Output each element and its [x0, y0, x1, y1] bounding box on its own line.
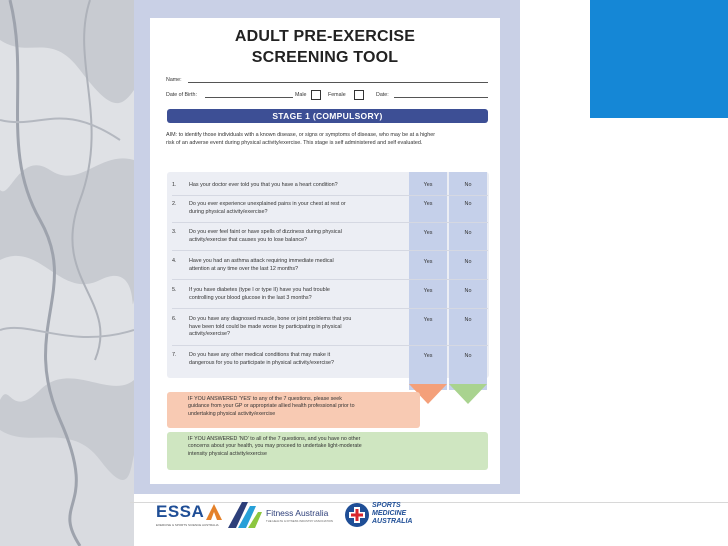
dob-field[interactable] — [205, 97, 293, 98]
question-text: dangerous for you to participate in physical activity/exercise? — [189, 359, 335, 366]
row-divider — [172, 308, 488, 309]
no-option[interactable]: No — [464, 230, 472, 236]
question-number: 7. — [172, 352, 177, 358]
row-divider — [172, 222, 488, 223]
no-option[interactable]: No — [464, 317, 472, 323]
no-option[interactable]: No — [464, 288, 472, 294]
female-checkbox[interactable] — [354, 90, 364, 100]
aim-text — [166, 132, 488, 147]
date-label: Date: — [376, 92, 389, 98]
name-field[interactable] — [188, 82, 488, 83]
sma-line: MEDICINE — [372, 510, 407, 517]
question-number: 5. — [172, 287, 177, 293]
male-label: Male — [295, 92, 307, 98]
form-title-line1: ADULT PRE-EXERCISE — [234, 28, 416, 45]
question-number: 2. — [172, 201, 177, 207]
yes-option[interactable]: Yes — [423, 353, 433, 359]
yes-option[interactable]: Yes — [423, 230, 433, 236]
question-text: controlling your blood glucose in the last 3 months? — [189, 294, 312, 301]
fitness-australia-logo — [228, 500, 340, 530]
question-text: Do you ever feel faint or have spells of dizziness during physical — [189, 229, 342, 235]
note-line: guidance from your GP or appropriate allied health professional prior to — [188, 403, 355, 410]
no-outcome-text — [188, 436, 468, 458]
essa-wordmark: ESSA — [156, 502, 205, 521]
name-label: Name: — [166, 77, 182, 83]
no-option[interactable]: No — [464, 201, 472, 207]
note-line: IF YOU ANSWERED 'NO' to all of the 7 questions, and you have no other — [188, 436, 361, 442]
no-option[interactable]: No — [464, 182, 472, 188]
question-text: activity/exercise that causes you to lose balance? — [189, 236, 308, 243]
row-divider — [172, 250, 488, 251]
question-number: 4. — [172, 258, 177, 264]
question-text: during physical activity/exercise? — [189, 208, 268, 215]
note-line: IF YOU ANSWERED 'YES' to any of the 7 questions, please seek — [188, 396, 342, 402]
question-text: Do you ever experience unexplained pains in your chest at rest or — [189, 201, 346, 207]
male-checkbox[interactable] — [311, 90, 321, 100]
sma-line: SPORTS — [372, 502, 401, 509]
fitness-wordmark: Fitness Australia — [266, 508, 329, 518]
accent-block — [590, 0, 728, 118]
yes-option[interactable]: Yes — [423, 201, 433, 207]
question-number: 3. — [172, 229, 177, 235]
yes-outcome-text — [188, 396, 410, 418]
map-background — [0, 0, 134, 546]
answer-arrows — [409, 384, 489, 406]
yes-option[interactable]: Yes — [423, 259, 433, 265]
no-option[interactable]: No — [464, 259, 472, 265]
note-line: intensity physical activity/exercise — [188, 450, 267, 457]
question-text: activity/exercise? — [189, 331, 231, 338]
question-text: Have you had an asthma attack requiring immediate medical — [189, 258, 334, 264]
aim-line: AIM: to identify those individuals with a known disease, or signs or symptoms of disease, who may be at a higher — [166, 132, 436, 138]
sports-medicine-australia-logo — [344, 498, 420, 532]
question-text: Do you have any diagnosed muscle, bone or joint problems that you — [189, 316, 352, 322]
fitness-mark-icon — [228, 502, 262, 528]
yes-option[interactable]: Yes — [423, 317, 433, 323]
no-option[interactable]: No — [464, 353, 472, 359]
aim-line: risk of an adverse event during physical activity/exercise. This stage is self administered and self evaluated. — [166, 139, 423, 146]
question-text: attention at any time over the last 12 months? — [189, 265, 299, 272]
note-line: concerns about your health, you may proceed to undertake light-moderate — [188, 443, 362, 450]
essa-subtitle: EXERCISE & SPORTS SCIENCE AUSTRALIA — [156, 523, 219, 527]
question-text: have been told could be made worse by participating in physical — [189, 323, 342, 330]
fitness-subtitle: THE HEALTH & FITNESS INDUSTRY ASSOCIATION — [266, 519, 333, 523]
question-text: Has your doctor ever told you that you have a heart condition? — [189, 182, 338, 188]
note-line: undertaking physical activity/exercise — [188, 410, 276, 417]
yes-option[interactable]: Yes — [423, 288, 433, 294]
stage-heading: STAGE 1 (COMPULSORY) — [167, 109, 488, 123]
yes-option[interactable]: Yes — [423, 182, 433, 188]
row-divider — [172, 345, 488, 346]
question-number: 6. — [172, 316, 177, 322]
date-field[interactable] — [394, 97, 488, 98]
question-text: If you have diabetes (type I or type II) have you had trouble — [189, 287, 330, 293]
screening-form — [150, 18, 500, 484]
sma-line: AUSTRALIA — [372, 518, 413, 525]
essa-mark-icon — [206, 504, 222, 520]
dob-label: Date of Birth: — [166, 92, 197, 98]
question-text: Do you have any other medical conditions that may make it — [189, 352, 331, 358]
female-label: Female — [328, 92, 346, 98]
question-number: 1. — [172, 182, 177, 188]
sma-shield-icon — [344, 500, 370, 530]
row-divider — [172, 279, 488, 280]
form-title-line2: SCREENING TOOL — [251, 49, 399, 66]
row-divider — [172, 195, 488, 196]
essa-logo — [154, 498, 224, 534]
no-arrow-icon — [449, 384, 487, 404]
